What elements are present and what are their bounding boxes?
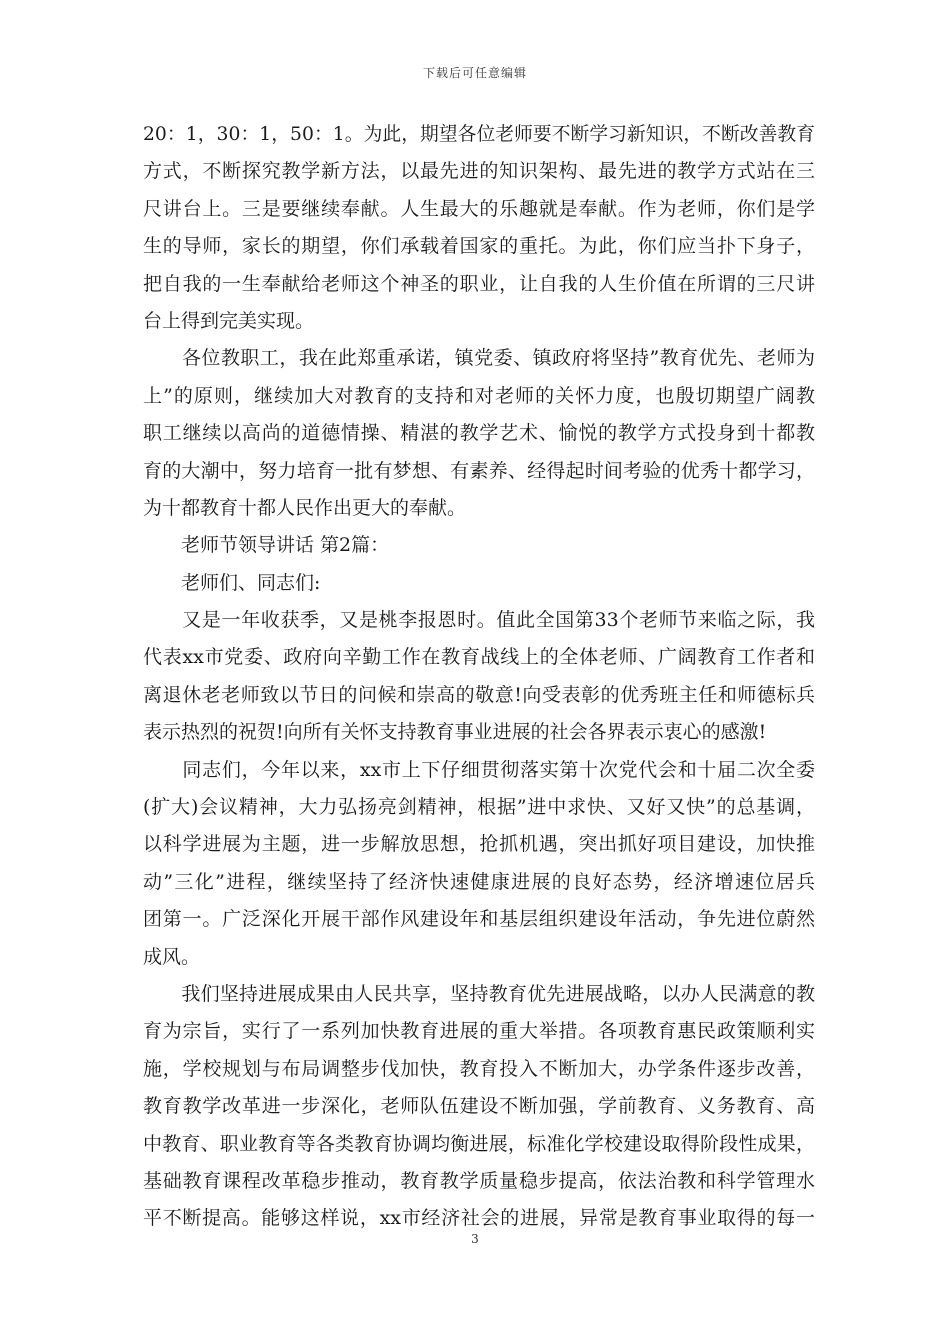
text-line: (扩大)会议精神，大力弘扬亮剑精神，根据”进中求快、又好又快”的总基调，	[143, 796, 815, 819]
text-line: 台上得到完美实现。	[143, 309, 315, 332]
text-line: 中教育、职业教育等各类教育协调均衡进展，标准化学校建设取得阶段性成果，	[143, 1132, 815, 1155]
text-line: 动”三化”进程，继续坚持了经济快速健康进展的良好态势，经济增速位居兵	[143, 870, 815, 893]
section-heading: 老师节领导讲话 第2篇：	[143, 534, 390, 557]
text-line: 同志们，今年以来，xx市上下仔细贯彻落实第十次党代会和十届二次全委	[143, 758, 815, 781]
text-line: 上”的原则，继续加大对教育的支持和对老师的关怀力度，也殷切期望广阔教	[143, 384, 815, 407]
text-line: 方式，不断探究教学新方法，以最先进的知识架构、最先进的教学方式站在三	[143, 160, 815, 183]
page-number: 3	[471, 1232, 479, 1246]
text-line: 平不断提高。能够这样说，xx市经济社会的进展，异常是教育事业取得的每一	[143, 1207, 815, 1230]
text-line: 又是一年收获季，又是桃李报恩时。值此全国第33个老师节来临之际，我	[143, 609, 815, 632]
text-line: 20：1，30：1，50：1。为此，期望各位老师要不断学习新知识，不断改善教育	[143, 124, 815, 145]
text-line: 团第一。广泛深化开展干部作风建设年和基层组织建设年活动，争先进位蔚然	[143, 908, 815, 931]
text-line: 各位教职工，我在此郑重承诺，镇党委、镇政府将坚持”教育优先、老师为	[143, 347, 815, 370]
text-line: 基础教育课程改革稳步推动，教育教学质量稳步提高，依法治教和科学管理水	[143, 1169, 815, 1192]
text-line: 代表xx市党委、政府向辛勤工作在教育战线上的全体老师、广阔教育工作者和	[143, 646, 815, 669]
text-line: 以科学进展为主题，进一步解放思想，抢抓机遇，突出抓好项目建设，加快推	[143, 833, 815, 856]
page-header: 下载后可任意编辑	[422, 66, 527, 80]
text-line: 为十都教育十都人民作出更大的奉献。	[143, 496, 467, 519]
text-line: 把自我的一生奉献给老师这个神圣的职业，让自我的人生价值在所谓的三尺讲	[143, 272, 815, 295]
text-line: 育为宗旨，实行了一系列加快教育进展的重大举措。各项教育惠民政策顺利实	[143, 1020, 815, 1043]
text-line: 我们坚持进展成果由人民共享，坚持教育优先进展战略，以办人民满意的教	[143, 982, 815, 1005]
text-line: 教育教学改革进一步深化，老师队伍建设不断加强，学前教育、义务教育、高	[143, 1095, 815, 1118]
document-body	[143, 116, 815, 1238]
text-line: 表示热烈的祝贺!向所有关怀支持教育事业进展的社会各界表示衷心的感激!	[143, 721, 767, 744]
text-line: 离退休老老师致以节日的问候和崇高的敬意!向受表彰的优秀班主任和师德标兵	[143, 683, 815, 706]
text-line: 生的导师，家长的期望，你们承载着国家的重托。为此，你们应当扑下身子，	[143, 235, 815, 258]
text-line: 尺讲台上。三是要继续奉献。人生最大的乐趣就是奉献。作为老师，你们是学	[143, 197, 815, 220]
text-line: 职工继续以高尚的道德情操、精湛的教学艺术、愉悦的教学方式投身到十都教	[143, 422, 815, 445]
text-line: 成风。	[143, 945, 201, 968]
text-line: 育的大潮中，努力培育一批有梦想、有素养、经得起时间考验的优秀十都学习，	[143, 459, 815, 482]
salutation: 老师们、同志们:	[143, 571, 321, 594]
text-line: 施，学校规划与布局调整步伐加快，教育投入不断加大，办学条件逐步改善，	[143, 1057, 815, 1080]
